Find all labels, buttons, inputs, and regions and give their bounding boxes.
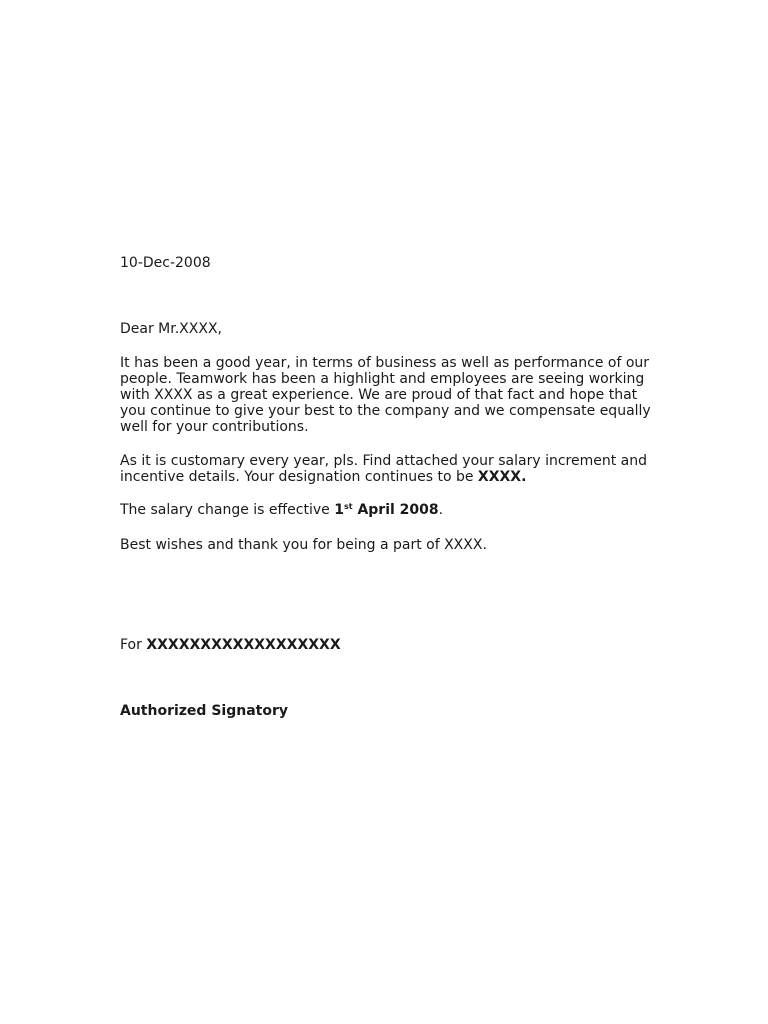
letter-paragraph-increment	[120, 453, 660, 485]
increment-text: As it is customary every year, pls. Find attached your salary increment and incentive details. Your designation continues to be	[120, 453, 647, 485]
effective-text: The salary change is effective	[120, 502, 335, 518]
effective-month-year: April 2008	[352, 502, 439, 518]
for-prefix: For	[120, 637, 147, 653]
authorized-signatory: Authorized Signatory	[120, 703, 288, 719]
effective-day-suffix: st	[343, 502, 353, 511]
letter-paragraph-business: It has been a good year, in terms of business as well as performance of our people. Teamwork has been a highlight and employees are seeing working with XXXX as a great experience. We are proud of that fact and hope that you continue to give your best to the company and we compensate equally well for your contributions.	[120, 355, 651, 435]
effective-day: 1	[334, 502, 344, 518]
letter-paragraph-effective-date	[120, 502, 660, 518]
company-name: XXXXXXXXXXXXXXXXXX	[146, 637, 341, 653]
for-company-line	[120, 637, 660, 653]
letter-paragraph-closing: Best wishes and thank you for being a part of XXXX.	[120, 537, 487, 553]
letter-salutation: Dear Mr.XXXX,	[120, 321, 222, 337]
effective-date	[334, 502, 438, 518]
effective-period: .	[438, 502, 444, 518]
letter-date: 10-Dec-2008	[120, 255, 211, 271]
designation-value: XXXX.	[477, 469, 527, 485]
